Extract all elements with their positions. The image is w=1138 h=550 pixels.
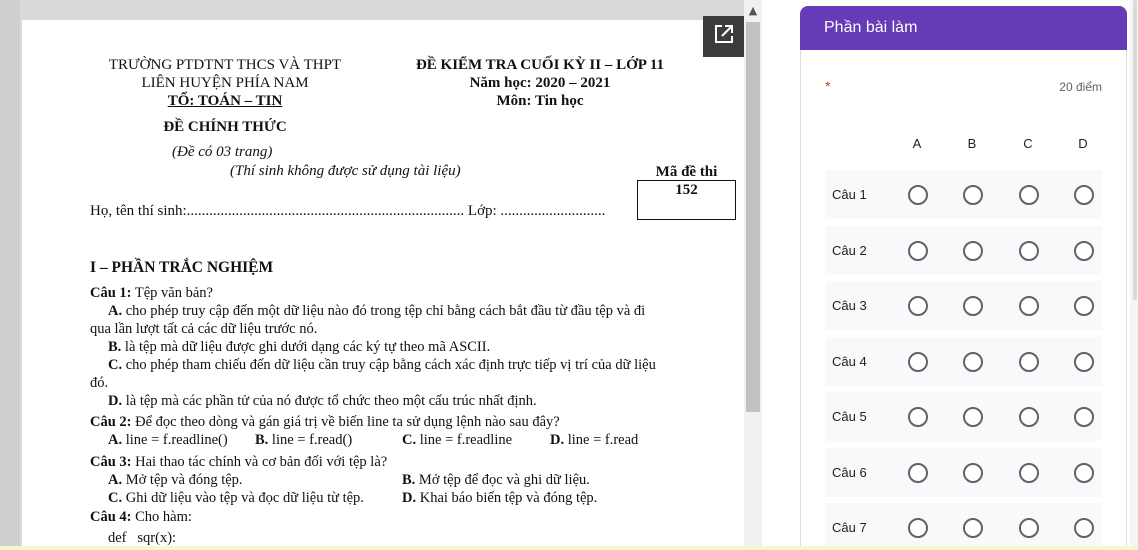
radio-option-b[interactable] (963, 185, 983, 205)
radio-option-a[interactable] (908, 518, 928, 538)
panel-header: Phần bài làm (800, 6, 1127, 50)
answer-row (825, 392, 1102, 441)
answer-row (825, 503, 1102, 550)
school-year: Năm học: 2020 – 2021 (469, 75, 611, 91)
option-label: B. (255, 432, 269, 448)
column-header-c: C (1023, 136, 1033, 151)
option-label: C. (402, 432, 417, 448)
question-label: Câu 4: (90, 509, 132, 525)
radio-option-a[interactable] (908, 463, 928, 483)
answer-row (825, 448, 1102, 497)
option-label: D. (550, 432, 565, 448)
answer-row-label: Câu 7 (832, 520, 867, 535)
option-label: B. (402, 472, 416, 488)
points-label: 20 điểm (1059, 80, 1102, 94)
q3-option-c (108, 490, 364, 507)
pages-note: (Đề có 03 trang) (172, 144, 273, 160)
bottom-strip (0, 546, 1138, 550)
question-4 (90, 509, 192, 526)
answer-row-label: Câu 3 (832, 298, 867, 313)
radio-option-c[interactable] (1019, 352, 1039, 372)
open-in-new-icon (713, 23, 735, 50)
section-title: I – PHẦN TRẮC NGHIỆM (90, 259, 274, 276)
answer-row-label: Câu 6 (832, 464, 867, 480)
answer-row-label: Câu 1 (832, 187, 867, 202)
question-text: Cho hàm: (131, 509, 192, 525)
option-text: line = f.read (564, 432, 639, 448)
column-header-d: D (1078, 136, 1088, 151)
radio-option-d[interactable] (1074, 518, 1094, 538)
required-marker: * (825, 78, 831, 94)
q2-option-d (550, 432, 638, 449)
option-text: Mở tệp và đóng tệp. (122, 472, 243, 488)
q1-option-c-cont: đó. (90, 375, 109, 391)
radio-option-c[interactable] (1019, 296, 1039, 316)
radio-option-c[interactable] (1019, 407, 1039, 427)
question-label: Câu 2: (90, 414, 132, 430)
option-text: line = f.readline (416, 432, 513, 448)
exam-code-label: Mã đề thi (655, 164, 718, 180)
answer-row (825, 226, 1102, 275)
question-2 (90, 414, 560, 431)
answer-row-label: Câu 5 (832, 409, 867, 424)
radio-option-b[interactable] (963, 407, 983, 427)
q1-option-b (108, 339, 490, 356)
q1-option-a (108, 303, 645, 320)
radio-option-a[interactable] (908, 296, 928, 316)
radio-option-b[interactable] (963, 518, 983, 538)
column-header-a: A (912, 136, 922, 151)
q4-code-line: def sqr(x): (108, 530, 177, 546)
option-text: line = f.read() (268, 432, 353, 448)
q1-option-a-cont: qua lần lượt tất cả các dữ liệu trước nó. (90, 321, 318, 337)
subject: Môn: Tin học (496, 93, 584, 109)
option-label: D. (108, 393, 123, 409)
radio-option-b[interactable] (963, 241, 983, 261)
exam-code-value: 152 (675, 182, 698, 198)
radio-option-a[interactable] (908, 185, 928, 205)
option-label: B. (108, 339, 122, 355)
question-1 (90, 285, 213, 302)
option-text: cho phép tham chiếu đến dữ liệu cần truy cập bằng cách xác định trực tiếp vị trí của dữ liệu (122, 357, 656, 373)
option-label: A. (108, 472, 123, 488)
option-text: Mở tệp để đọc và ghi dữ liệu. (415, 472, 590, 488)
student-info-line: Họ, tên thí sinh:.......................................................................... Lớp: ............................ (90, 203, 606, 219)
answer-row (825, 337, 1102, 386)
radio-option-c[interactable] (1019, 185, 1039, 205)
panel-scrollbar-thumb[interactable] (1133, 0, 1137, 300)
option-label: D. (402, 490, 417, 506)
option-text: là tệp mà dữ liệu được ghi dưới dạng các ký tự theo mã ASCII. (121, 339, 491, 355)
document-scrollbar-thumb[interactable] (746, 22, 760, 412)
official-label: ĐỀ CHÍNH THỨC (163, 119, 287, 135)
radio-option-d[interactable] (1074, 352, 1094, 372)
option-text: Khai báo biến tệp và đóng tệp. (416, 490, 598, 506)
radio-option-c[interactable] (1019, 463, 1039, 483)
question-label: Câu 3: (90, 454, 132, 470)
radio-option-c[interactable] (1019, 241, 1039, 261)
radio-option-b[interactable] (963, 352, 983, 372)
radio-option-d[interactable] (1074, 185, 1094, 205)
q3-option-a (108, 472, 243, 489)
answer-row (825, 170, 1102, 219)
option-label: A. (108, 432, 123, 448)
question-label: Câu 1: (90, 285, 132, 301)
question-text: Tệp văn bản? (131, 285, 213, 301)
column-header-b: B (967, 136, 977, 151)
no-documents-note: (Thí sinh không được sử dụng tài liệu) (230, 163, 461, 179)
radio-option-d[interactable] (1074, 241, 1094, 261)
q2-option-b (255, 432, 352, 449)
q1-option-c (108, 357, 656, 374)
q3-option-d (402, 490, 597, 507)
radio-option-a[interactable] (908, 407, 928, 427)
radio-option-a[interactable] (908, 241, 928, 261)
department: TỔ: TOÁN – TIN (167, 93, 283, 109)
radio-option-b[interactable] (963, 463, 983, 483)
school-name-line1: TRƯỜNG PTDTNT THCS VÀ THPT (108, 57, 342, 73)
chevron-up-icon[interactable]: ▲ (748, 4, 758, 17)
question-3 (90, 454, 387, 471)
answer-row (825, 281, 1102, 330)
exam-document-page (22, 20, 744, 550)
q3-option-b (402, 472, 590, 489)
radio-option-d[interactable] (1074, 463, 1094, 483)
q2-option-a (108, 432, 228, 449)
option-label: A. (108, 303, 123, 319)
answer-row-label: Câu 4 (832, 353, 867, 369)
open-in-new-button[interactable] (703, 16, 745, 57)
option-text: line = f.readline() (122, 432, 228, 448)
option-label: C. (108, 490, 123, 506)
option-text: là tệp mà các phần tử của nó được tổ chức theo một cấu trúc nhất định. (122, 393, 537, 409)
option-text: cho phép truy cập đến một dữ liệu nào đó trong tệp chỉ bằng cách bắt đầu từ đầu tệp và đi (122, 303, 646, 319)
q2-option-c (402, 432, 512, 449)
exam-title: ĐỀ KIỂM TRA CUỐI KỲ II – LỚP 11 (415, 57, 665, 73)
q1-option-d (108, 393, 537, 410)
radio-option-d[interactable] (1074, 407, 1094, 427)
radio-option-b[interactable] (963, 296, 983, 316)
radio-option-c[interactable] (1019, 518, 1039, 538)
question-text: Để đọc theo dòng và gán giá trị về biến line ta sử dụng lệnh nào sau đây? (131, 414, 560, 430)
radio-option-a[interactable] (908, 352, 928, 372)
question-text: Hai thao tác chính và cơ bản đối với tệp là? (131, 454, 388, 470)
option-label: C. (108, 357, 123, 373)
radio-option-d[interactable] (1074, 296, 1094, 316)
viewer-left-edge (0, 0, 20, 550)
school-name-line2: LIÊN HUYỆN PHÍA NAM (141, 75, 309, 91)
option-text: Ghi dữ liệu vào tệp và đọc dữ liệu từ tệp. (122, 490, 364, 506)
answer-row-label: Câu 2 (832, 242, 867, 258)
